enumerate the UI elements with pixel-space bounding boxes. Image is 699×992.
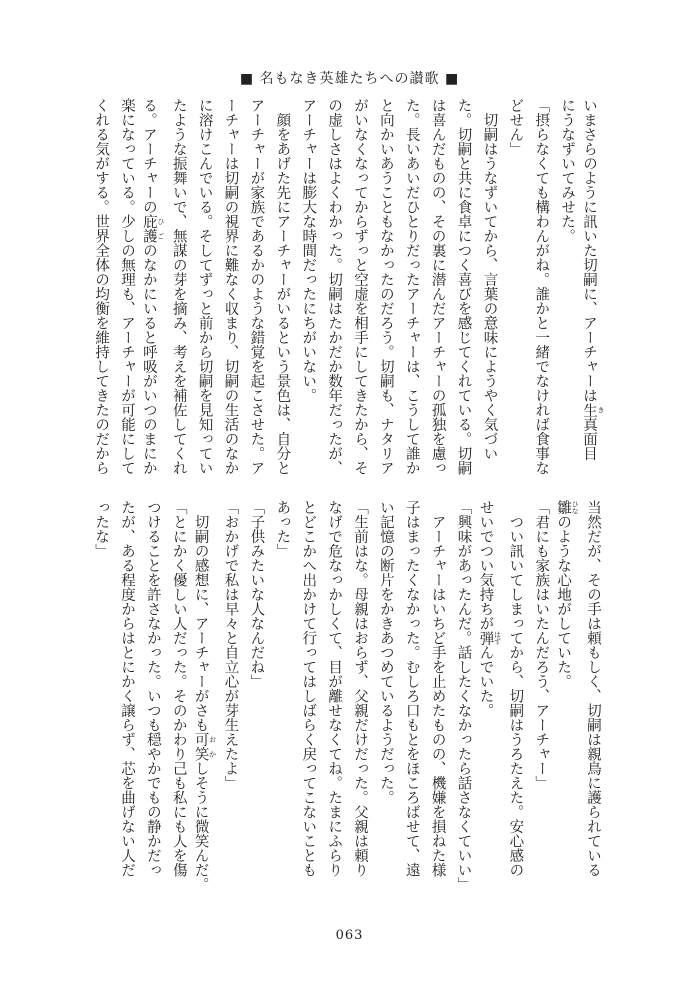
text-column (243, 500, 269, 895)
text-segment: たが、ある程度からはとにかく譲らず、芯を曲げない人だ (118, 500, 135, 877)
ruby-base: 雛 (555, 500, 572, 515)
text-segment: んでいた。 (477, 645, 494, 718)
text-segment: アーチャーが家族であるかのような錯覚を起こさせた。ア (248, 98, 265, 475)
text-segment: せいでつい気持ちが (477, 500, 494, 631)
text-column (346, 500, 372, 895)
text-block-top (75, 98, 605, 493)
ruby-annotation (581, 402, 605, 418)
text-column (424, 500, 450, 895)
ruby-base: 可笑 (192, 732, 209, 761)
ruby-reading: はず (493, 630, 502, 645)
page-number: 063 (335, 928, 364, 943)
text-segment: つい訊いてしまってから、切嗣はうろたえた。安心感の (507, 500, 524, 877)
text-segment: がいなくなってからずっと空虚を相手にしてきたから、そ (351, 98, 368, 475)
text-segment: アーチャーはいちど手を止めたものの、機嫌を損ねた様 (429, 500, 446, 877)
text-column (501, 98, 527, 493)
text-column (139, 98, 165, 493)
text-segment: どせん」 (507, 98, 524, 156)
ruby-base: 弾 (477, 630, 494, 645)
text-column (87, 500, 113, 895)
text-segment: い記憶の断片をかきあつめているようだった。 (377, 500, 394, 805)
text-segment: にうなずいてみせた。 (559, 98, 576, 243)
text-segment: 「生前はな。母親はおらず、父親だけだった。父親は頼り (351, 500, 368, 877)
text-segment: 「おかげで私は早々と自立心が芽生えたよ」 (222, 500, 239, 790)
text-segment: いまさらのように訊いた切嗣に、アーチャーは (581, 98, 597, 403)
text-column (424, 98, 450, 493)
text-column (398, 500, 424, 895)
text-column (398, 98, 424, 493)
ruby-base: 庇護 (140, 214, 157, 243)
text-column (579, 500, 605, 895)
text-column (476, 98, 502, 493)
ruby-reading: ひご (156, 214, 165, 243)
text-segment: 「興味があったんだ。話したくなかったら話さなくていい」 (455, 500, 472, 892)
ruby-annotation (555, 500, 580, 515)
text-segment: 真面目 (581, 417, 597, 461)
ruby-base: 生 (581, 402, 597, 417)
text-column (553, 500, 579, 895)
text-column (294, 98, 320, 493)
ruby-reading: ひな (571, 500, 580, 515)
text-column (372, 98, 398, 493)
text-column (476, 500, 502, 895)
text-column (139, 500, 165, 895)
ruby-annotation (140, 214, 165, 243)
text-block-bottom (75, 500, 605, 895)
text-segment: る。アーチャーの (140, 98, 157, 214)
text-column (87, 98, 113, 493)
text-column (527, 98, 553, 493)
text-segment: ーチャーは切嗣の視界に難なく収まり、切嗣の生活のなか (222, 98, 239, 475)
text-column (191, 98, 217, 493)
text-segment: と向かいあうこともなかったのだろう。切嗣も、ナタリア (377, 98, 394, 475)
text-segment: 当然だが、その手は頼もしく、切嗣は親鳥に護られている (585, 500, 601, 877)
text-column (113, 500, 139, 895)
text-segment: 切嗣の感想に、アーチャーがさも (192, 500, 209, 732)
text-column (191, 500, 217, 895)
text-column (268, 500, 294, 895)
text-segment: 顔をあげた先にアーチャーがいるという景色は、自分と (274, 98, 291, 475)
text-segment: のような心地がしていた。 (555, 514, 572, 689)
text-segment: 子はまったくなかった。むしろ口もとをほころばせて、遠 (403, 500, 420, 877)
text-column (268, 98, 294, 493)
text-segment: 「摂らなくても構わんがね。誰かと一緒でなければ食事な (533, 98, 550, 475)
text-segment: 「子供みたいな人なんだね」 (248, 500, 265, 689)
text-segment: たような振舞いで、無謀の芽を摘み、考えを補佐してくれ (170, 98, 187, 475)
text-segment: アーチャーは膨大な時間だったにちがいない。 (300, 98, 317, 403)
text-column (320, 98, 346, 493)
text-segment: ったな」 (93, 500, 110, 558)
text-column (217, 500, 243, 895)
text-segment: つけることを許さなかった。いつも穏やかでもの静かだっ (144, 500, 161, 877)
text-segment: 「とにかく優しい人だった。そのかわり己も私にも人を傷 (170, 500, 187, 877)
text-column (450, 98, 476, 493)
text-segment: 「君にも家族はいたんだろう、アーチャー」 (533, 500, 550, 790)
text-column (165, 98, 191, 493)
ruby-annotation (477, 630, 502, 646)
ruby-reading: おか (208, 732, 217, 761)
text-column (217, 98, 243, 493)
ruby-reading: き (597, 402, 605, 417)
text-segment: に溶けこんでいる。そしてずっと前から切嗣を見知ってい (196, 98, 213, 475)
text-segment: くれる気がする。世界全体の均衡を維持してきたのだから (93, 98, 110, 475)
text-segment: 切嗣はうなずいてから、言葉の意味にようやく気づい (481, 98, 498, 461)
text-column (243, 98, 269, 493)
text-column (372, 500, 398, 895)
text-segment: た。長いあいだひとりだったアーチャーは、こうして誰か (403, 98, 420, 475)
text-segment: の虚しさはよくわかった。切嗣はたかだか数年だったが、 (326, 98, 343, 475)
text-column (501, 500, 527, 895)
text-segment: は喜んだものの、その裏に潜んだアーチャーの孤独を慮っ (429, 98, 446, 475)
text-segment: あった」 (274, 500, 291, 558)
text-column (346, 98, 372, 493)
text-segment: のなかにいると呼吸がいつのまにか (140, 243, 157, 475)
text-segment: た。切嗣と共に食卓につく喜びを感じてくれている。切嗣 (455, 98, 472, 475)
text-segment: しそうに微笑んだ。 (192, 761, 209, 892)
text-column (294, 500, 320, 895)
text-column (579, 98, 605, 493)
text-segment: 楽になっている。少しの無理も、アーチャーが可能にして (118, 98, 135, 475)
text-segment: なげで危なっかしくて、目が離せなくてね。たまにふらり (326, 500, 343, 877)
running-header: ■ 名もなき英雄たちへの讃歌 ■ (239, 71, 460, 87)
text-column (320, 500, 346, 895)
text-segment: とどこかへ出かけて行ってはしばらく戻ってこないことも (300, 500, 317, 877)
ruby-annotation (192, 732, 217, 761)
